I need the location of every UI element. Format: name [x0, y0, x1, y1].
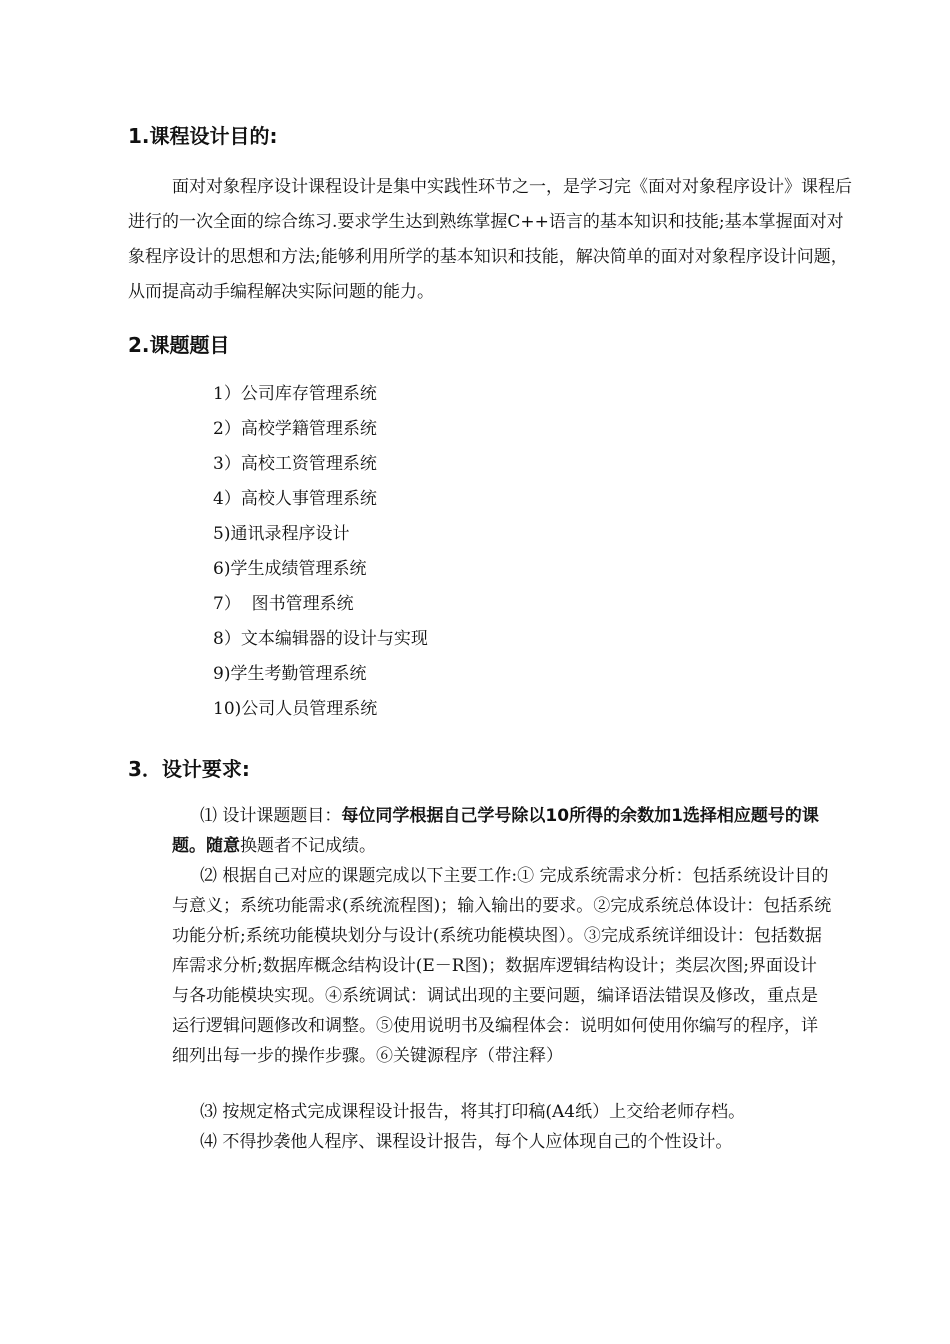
requirement-1: [172, 801, 832, 861]
topic-item-10: 10)公司人员管理系统: [213, 699, 378, 719]
requirement-3: [172, 1097, 832, 1127]
topic-item-8: 8）文本编辑器的设计与实现: [213, 629, 428, 649]
requirement-1-suffix: 换题者不记成绩。: [240, 836, 376, 856]
topic-item-1: 1）公司库存管理系统: [213, 384, 377, 404]
requirement-4: [172, 1127, 832, 1157]
section1-heading: 1.课程设计目的:: [128, 124, 278, 148]
topic-item-5: 5)通讯录程序设计: [213, 524, 350, 544]
requirement-1-prefix: ⑴ 设计课题题目：: [200, 806, 342, 826]
section1-text: 面对对象程序设计课程设计是集中实践性环节之一，是学习完《面对对象程序设计》课程后进行的一次全面的综合练习.要求学生达到熟练掌握C++语言的基本知识和技能;基本掌握面对对象程序设计的思想和方法;能够利用所学的基本知识和技能，解决简单的面对对象程序设计问题，从而提高动手编程解决实际问题的能力。: [128, 177, 852, 302]
topic-item-9: 9)学生考勤管理系统: [213, 664, 367, 684]
requirement-4-text: ⑷ 不得抄袭他人程序、课程设计报告，每个人应体现自己的个性设计。: [200, 1132, 733, 1152]
topic-item-6: 6)学生成绩管理系统: [213, 559, 367, 579]
topic-item-2: 2）高校学籍管理系统: [213, 419, 377, 439]
section3-heading: 3．设计要求:: [128, 757, 250, 781]
requirement-3-text: ⑶ 按规定格式完成课程设计报告，将其打印稿(A4纸）上交给老师存档。: [200, 1102, 746, 1122]
topic-item-7: 7） 图书管理系统: [213, 594, 354, 614]
topic-item-4: 4）高校人事管理系统: [213, 489, 377, 509]
requirement-1-bold: 每位同学根据自己学号除以10所得的余数加1选择相应题号的课题。随意: [172, 806, 819, 856]
topic-item-3: 3）高校工资管理系统: [213, 454, 377, 474]
section2-heading: 2.课题题目: [128, 333, 230, 357]
requirement-2-text: ⑵ 根据自己对应的课题完成以下主要工作:① 完成系统需求分析：包括系统设计目的与意义；系统功能需求(系统流程图)；输入输出的要求。②完成系统总体设计：包括系统功能分析;系统功能模块划分与设计(系统功能模块图）。③完成系统详细设计：包括数据库需求分析;数据库概念结构设计(E－R图)；数据库逻辑结构设计；类层次图;界面设计与各功能模块实现。④系统调试：调试出现的主要问题，编译语法错误及修改，重点是运行逻辑问题修改和调整。⑤使用说明书及编程体会：说明如何使用你编写的程序，详细列出每一步的操作步骤。⑥关键源程序（带注释）: [172, 866, 832, 1066]
requirement-2: [172, 861, 832, 1071]
section1-paragraph: [128, 170, 852, 310]
